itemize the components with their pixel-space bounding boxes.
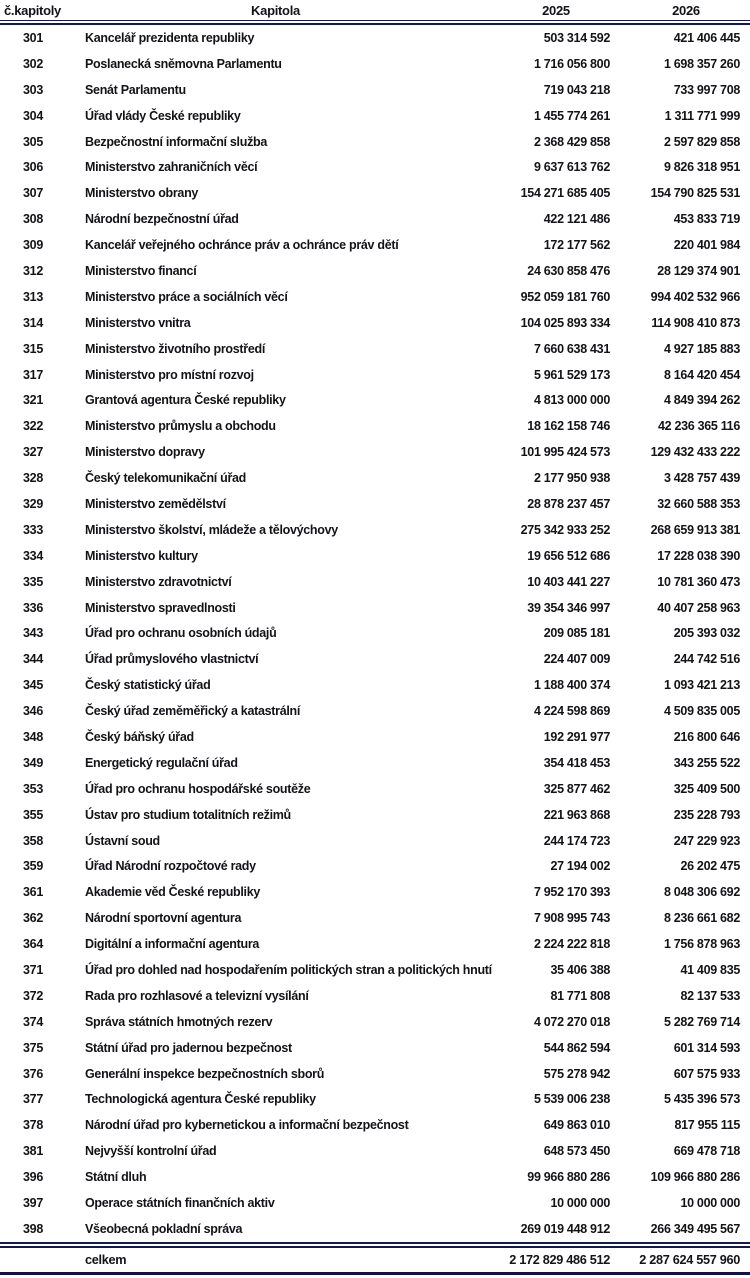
- table-row: [0, 387, 750, 413]
- header-year-2025: 2025: [542, 2, 570, 18]
- value-2025-cell: 544 862 594: [543, 1040, 610, 1055]
- value-2026-cell: 733 997 708: [673, 82, 740, 97]
- value-2026-cell: 129 432 433 222: [650, 445, 740, 460]
- chapter-number-cell: 353: [23, 781, 43, 796]
- value-2026-cell: 17 228 038 390: [657, 548, 740, 563]
- value-2026-cell: 4 509 835 005: [663, 704, 740, 719]
- value-2025-cell: 2 224 222 818: [533, 937, 610, 952]
- chapter-number-cell: 349: [23, 755, 43, 770]
- chapter-number-cell: 398: [23, 1221, 43, 1236]
- chapter-name-cell: Digitální a informační agentura: [85, 937, 260, 952]
- chapter-number-cell: 397: [23, 1196, 43, 1211]
- value-2026-cell: 994 402 532 966: [650, 289, 740, 304]
- value-2025-cell: 4 224 598 869: [533, 704, 610, 719]
- chapter-name-cell: Ministerstvo zahraničních věcí: [85, 160, 258, 175]
- chapter-name-cell: Ministerstvo vnitra: [85, 315, 191, 330]
- chapter-name-cell: Český statistický úřad: [85, 678, 211, 693]
- chapter-name-cell: Senát Parlamentu: [85, 82, 186, 97]
- value-2025-cell: 269 019 448 912: [520, 1221, 610, 1236]
- table-row: [0, 931, 750, 957]
- value-2026-cell: 453 833 719: [673, 212, 740, 227]
- table-row: [0, 1009, 750, 1035]
- value-2025-cell: 18 162 158 746: [527, 419, 610, 434]
- chapter-name-cell: Úřad Národní rozpočtové rady: [85, 859, 256, 874]
- value-2026-cell: 325 409 500: [673, 781, 740, 796]
- value-2025-cell: 7 908 995 743: [533, 911, 610, 926]
- value-2025-cell: 4 813 000 000: [533, 393, 610, 408]
- value-2026-cell: 42 236 365 116: [657, 419, 740, 434]
- chapter-number-cell: 364: [23, 937, 43, 952]
- table-row: [0, 595, 750, 621]
- value-2026-cell: 8 048 306 692: [663, 885, 740, 900]
- table-row: [0, 879, 750, 905]
- value-2025-cell: 101 995 424 573: [520, 445, 610, 460]
- chapter-name-cell: Rada pro rozhlasové a televizní vysílání: [85, 988, 309, 1003]
- value-2026-cell: 268 659 913 381: [650, 522, 740, 537]
- chapter-number-cell: 321: [23, 393, 43, 408]
- table-row: [0, 1216, 750, 1242]
- chapter-name-cell: Úřad průmyslového vlastnictví: [85, 652, 259, 667]
- table-row: [0, 439, 750, 465]
- chapter-number-cell: 348: [23, 729, 43, 744]
- chapter-number-cell: 306: [23, 160, 43, 175]
- value-2025-cell: 503 314 592: [543, 30, 610, 45]
- value-2025-cell: 7 660 638 431: [533, 341, 610, 356]
- value-2025-cell: 649 863 010: [543, 1118, 610, 1133]
- table-row: [0, 750, 750, 776]
- chapter-name-cell: Bezpečnostní informační služba: [85, 134, 268, 149]
- chapter-number-cell: 359: [23, 859, 43, 874]
- value-2026-cell: 114 908 410 873: [651, 315, 740, 330]
- value-2026-cell: 5 282 769 714: [663, 1014, 740, 1029]
- value-2026-cell: 154 790 825 531: [650, 186, 740, 201]
- value-2026-cell: 8 236 661 682: [663, 911, 740, 926]
- value-2025-cell: 325 877 462: [543, 781, 610, 796]
- table-row: [0, 776, 750, 802]
- chapter-name-cell: Národní sportovní agentura: [85, 911, 242, 926]
- value-2026-cell: 607 575 933: [673, 1066, 740, 1081]
- table-row: [0, 1061, 750, 1087]
- total-2026-cell: 2 287 624 557 960: [639, 1252, 740, 1267]
- value-2025-cell: 1 716 056 800: [533, 56, 610, 71]
- value-2025-cell: 35 406 388: [550, 963, 610, 977]
- table-row: [0, 543, 750, 569]
- table-row: [0, 620, 750, 646]
- value-2025-cell: 81 771 808: [550, 988, 610, 1003]
- value-2025-cell: 99 966 880 286: [527, 1170, 610, 1185]
- table-row: [0, 1190, 750, 1216]
- value-2026-cell: 26 202 475: [680, 859, 740, 874]
- table-row: [0, 258, 750, 284]
- value-2025-cell: 422 121 486: [543, 212, 610, 227]
- chapter-number-cell: 362: [23, 911, 43, 926]
- table-row: [0, 1087, 750, 1113]
- chapter-name-cell: Všeobecná pokladní správa: [85, 1221, 243, 1236]
- table-row: [0, 465, 750, 491]
- chapter-number-cell: 376: [23, 1066, 43, 1081]
- table-row: [0, 310, 750, 336]
- table-row: [0, 698, 750, 724]
- table-row: [0, 828, 750, 854]
- table-row: [0, 232, 750, 258]
- chapter-name-cell: Ústav pro studium totalitních režimů: [85, 807, 291, 822]
- table-row: [0, 569, 750, 595]
- value-2025-cell: 209 085 181: [543, 626, 610, 641]
- chapter-number-cell: 312: [23, 263, 43, 278]
- value-2026-cell: 32 660 588 353: [657, 496, 740, 511]
- value-2026-cell: 40 407 258 963: [657, 600, 740, 615]
- chapter-number-cell: 374: [23, 1014, 43, 1029]
- chapter-number-cell: 328: [23, 471, 43, 486]
- value-2025-cell: 104 025 893 334: [520, 315, 610, 330]
- value-2026-cell: 1 093 421 213: [663, 678, 740, 693]
- table-row: [0, 1035, 750, 1061]
- chapter-number-cell: 344: [23, 652, 43, 667]
- total-row: [0, 1248, 750, 1272]
- value-2026-cell: 216 800 646: [673, 729, 740, 744]
- chapter-name-cell: Akademie věd České republiky: [85, 885, 261, 900]
- value-2025-cell: 244 174 723: [543, 833, 610, 848]
- value-2026-cell: 235 228 793: [673, 807, 740, 822]
- table-row: [0, 77, 750, 103]
- chapter-name-cell: Kancelář veřejného ochránce práv a ochránce práv dětí: [85, 238, 399, 253]
- value-2026-cell: 28 129 374 901: [657, 263, 740, 278]
- value-2026-cell: 601 314 593: [673, 1040, 740, 1055]
- value-2026-cell: 10 000 000: [680, 1196, 740, 1211]
- table-row: [0, 1112, 750, 1138]
- value-2026-cell: 10 781 360 473: [657, 574, 740, 589]
- chapter-number-cell: 361: [23, 885, 43, 900]
- chapter-name-cell: Operace státních finančních aktiv: [85, 1196, 275, 1211]
- value-2025-cell: 154 271 685 405: [520, 186, 610, 201]
- table-row: [0, 25, 750, 51]
- value-2025-cell: 354 418 453: [543, 755, 610, 770]
- chapter-name-cell: Úřad vlády České republiky: [85, 108, 241, 123]
- value-2026-cell: 817 955 115: [674, 1118, 740, 1133]
- value-2025-cell: 9 637 613 762: [533, 160, 610, 175]
- value-2025-cell: 5 961 529 173: [533, 367, 610, 382]
- table-row: [0, 51, 750, 77]
- chapter-number-cell: 378: [23, 1118, 43, 1133]
- value-2026-cell: 1 698 357 260: [663, 56, 740, 71]
- value-2025-cell: 224 407 009: [543, 652, 610, 667]
- chapter-number-cell: 377: [23, 1092, 43, 1107]
- value-2026-cell: 3 428 757 439: [663, 471, 740, 486]
- value-2026-cell: 343 255 522: [673, 755, 740, 770]
- value-2025-cell: 10 000 000: [550, 1196, 610, 1211]
- chapter-name-cell: Český úřad zeměměřický a katastrální: [85, 704, 301, 719]
- chapter-number-cell: 375: [23, 1040, 43, 1055]
- bottom-rule: [0, 1272, 750, 1275]
- chapter-number-cell: 333: [23, 522, 43, 537]
- chapter-name-cell: Kancelář prezidenta republiky: [85, 30, 255, 45]
- chapter-name-cell: Nejvyšší kontrolní úřad: [85, 1144, 217, 1159]
- total-label: celkem: [85, 1252, 127, 1267]
- chapter-name-cell: Úřad pro ochranu osobních údajů: [85, 626, 277, 641]
- table-row: [0, 517, 750, 543]
- chapter-number-cell: 343: [23, 626, 43, 641]
- value-2026-cell: 1 311 771 999: [664, 108, 740, 123]
- chapter-name-cell: Český telekomunikační úřad: [85, 471, 247, 486]
- chapter-number-cell: 314: [23, 315, 43, 330]
- value-2026-cell: 41 409 835: [680, 963, 740, 977]
- value-2025-cell: 28 878 237 457: [527, 496, 610, 511]
- value-2025-cell: 575 278 942: [543, 1066, 610, 1081]
- value-2026-cell: 669 478 718: [673, 1144, 740, 1159]
- chapter-name-cell: Úřad pro dohled nad hospodařením politických stran a politických hnutí: [85, 963, 492, 977]
- chapter-name-cell: Ministerstvo životního prostředí: [85, 341, 265, 356]
- value-2025-cell: 192 291 977: [543, 729, 610, 744]
- value-2025-cell: 24 630 858 476: [527, 263, 610, 278]
- chapter-name-cell: Ministerstvo zdravotnictví: [85, 574, 232, 589]
- table-row: [0, 646, 750, 672]
- chapter-number-cell: 372: [23, 988, 43, 1003]
- header-year-2026: 2026: [672, 2, 700, 18]
- value-2025-cell: 1 455 774 261: [533, 108, 610, 123]
- chapter-number-cell: 345: [23, 678, 43, 693]
- value-2025-cell: 4 072 270 018: [533, 1014, 610, 1029]
- chapter-name-cell: Grantová agentura České republiky: [85, 393, 286, 408]
- value-2025-cell: 10 403 441 227: [527, 574, 610, 589]
- chapter-number-cell: 329: [23, 496, 43, 511]
- value-2025-cell: 2 177 950 938: [533, 471, 610, 486]
- chapter-name-cell: Ministerstvo průmyslu a obchodu: [85, 419, 276, 434]
- chapter-name-cell: Ministerstvo obrany: [85, 186, 199, 201]
- chapter-number-cell: 396: [23, 1170, 43, 1185]
- chapter-number-cell: 315: [23, 341, 43, 356]
- chapter-name-cell: Státní dluh: [85, 1170, 147, 1185]
- total-2025-cell: 2 172 829 486 512: [509, 1252, 610, 1267]
- value-2025-cell: 719 043 218: [543, 82, 610, 97]
- table-row: [0, 103, 750, 129]
- chapter-name-cell: Ministerstvo financí: [85, 263, 197, 278]
- table-row: [0, 362, 750, 388]
- table-row: [0, 129, 750, 155]
- table-row: [0, 1164, 750, 1190]
- chapter-number-cell: 313: [23, 289, 43, 304]
- value-2026-cell: 205 393 032: [673, 626, 740, 641]
- value-2025-cell: 221 963 868: [543, 807, 610, 822]
- header-row: [0, 0, 750, 20]
- chapter-name-cell: Ministerstvo spravedlnosti: [85, 600, 236, 615]
- chapter-name-cell: Národní úřad pro kybernetickou a informační bezpečnost: [85, 1118, 409, 1133]
- table-row: [0, 180, 750, 206]
- value-2026-cell: 8 164 420 454: [663, 367, 740, 382]
- value-2025-cell: 39 354 346 997: [527, 600, 610, 615]
- chapter-name-cell: Technologická agentura České republiky: [85, 1092, 316, 1107]
- chapter-number-cell: 335: [23, 574, 43, 589]
- table-row: [0, 724, 750, 750]
- chapter-name-cell: Ústavní soud: [85, 833, 160, 848]
- chapter-name-cell: Poslanecká sněmovna Parlamentu: [85, 56, 282, 71]
- chapter-name-cell: Národní bezpečnostní úřad: [85, 212, 239, 227]
- chapter-name-cell: Ministerstvo zemědělství: [85, 496, 226, 511]
- chapter-number-cell: 301: [23, 30, 43, 45]
- value-2026-cell: 1 756 878 963: [663, 937, 740, 952]
- chapter-name-cell: Státní úřad pro jadernou bezpečnost: [85, 1040, 292, 1055]
- value-2026-cell: 244 742 516: [673, 652, 740, 667]
- value-2026-cell: 266 349 495 567: [650, 1221, 740, 1236]
- value-2026-cell: 109 966 880 286: [650, 1170, 740, 1185]
- chapter-number-cell: 358: [23, 833, 43, 848]
- chapter-number-cell: 322: [23, 419, 43, 434]
- value-2026-cell: 2 597 829 858: [663, 134, 740, 149]
- chapter-number-cell: 309: [23, 238, 43, 253]
- header-chapter-name: Kapitola: [251, 2, 300, 18]
- chapter-number-cell: 305: [23, 134, 43, 149]
- value-2026-cell: 4 927 185 883: [663, 341, 740, 356]
- header-chapter-number: č.kapitoly: [4, 2, 61, 18]
- chapter-name-cell: Ministerstvo práce a sociálních věcí: [85, 289, 288, 304]
- value-2025-cell: 7 952 170 393: [533, 885, 610, 900]
- chapter-number-cell: 317: [23, 367, 43, 382]
- chapter-name-cell: Úřad pro ochranu hospodářské soutěže: [85, 781, 311, 796]
- table-row: [0, 491, 750, 517]
- value-2026-cell: 220 401 984: [673, 238, 740, 253]
- table-row: [0, 802, 750, 828]
- value-2026-cell: 5 435 396 573: [663, 1092, 740, 1107]
- value-2025-cell: 5 539 006 238: [533, 1092, 610, 1107]
- chapter-number-cell: 381: [23, 1144, 43, 1159]
- chapter-name-cell: Generální inspekce bezpečnostních sborů: [85, 1066, 325, 1081]
- value-2025-cell: 952 059 181 760: [520, 289, 610, 304]
- value-2026-cell: 82 137 533: [680, 988, 740, 1003]
- table-row: [0, 206, 750, 232]
- chapter-number-cell: 336: [23, 600, 43, 615]
- value-2025-cell: 19 656 512 686: [527, 548, 610, 563]
- value-2026-cell: 4 849 394 262: [663, 393, 740, 408]
- chapter-number-cell: 334: [23, 548, 43, 563]
- table-row: [0, 983, 750, 1009]
- table-row: [0, 336, 750, 362]
- chapter-name-cell: Český báňský úřad: [85, 729, 194, 744]
- value-2025-cell: 1 188 400 374: [533, 678, 610, 693]
- value-2025-cell: 275 342 933 252: [520, 522, 610, 537]
- chapter-name-cell: Ministerstvo dopravy: [85, 445, 205, 460]
- chapter-number-cell: 346: [23, 704, 43, 719]
- value-2025-cell: 27 194 002: [550, 859, 610, 874]
- table-row: [0, 854, 750, 880]
- value-2026-cell: 9 826 318 951: [663, 160, 740, 175]
- table-row: [0, 413, 750, 439]
- table-row: [0, 154, 750, 180]
- chapter-name-cell: Energetický regulační úřad: [85, 755, 238, 770]
- chapter-number-cell: 355: [23, 807, 43, 822]
- chapter-name-cell: Ministerstvo kultury: [85, 548, 198, 563]
- value-2025-cell: 172 177 562: [543, 238, 610, 253]
- table-row: [0, 1138, 750, 1164]
- table-row: [0, 905, 750, 931]
- value-2025-cell: 648 573 450: [543, 1144, 610, 1159]
- chapter-name-cell: Ministerstvo pro místní rozvoj: [85, 367, 254, 382]
- chapter-number-cell: 303: [23, 82, 43, 97]
- chapter-number-cell: 308: [23, 212, 43, 227]
- table-row: [0, 957, 750, 983]
- chapter-number-cell: 302: [23, 56, 43, 71]
- table-row: [0, 672, 750, 698]
- chapter-number-cell: 304: [23, 108, 43, 123]
- value-2026-cell: 421 406 445: [673, 30, 740, 45]
- chapter-name-cell: Správa státních hmotných rezerv: [85, 1014, 273, 1029]
- value-2025-cell: 2 368 429 858: [533, 134, 610, 149]
- chapter-number-cell: 371: [23, 963, 43, 977]
- value-2026-cell: 247 229 923: [673, 833, 740, 848]
- chapter-name-cell: Ministerstvo školství, mládeže a tělovýchovy: [85, 522, 338, 537]
- table-body: [0, 25, 750, 1242]
- chapter-number-cell: 307: [23, 186, 43, 201]
- table-row: [0, 284, 750, 310]
- chapter-number-cell: 327: [23, 445, 43, 460]
